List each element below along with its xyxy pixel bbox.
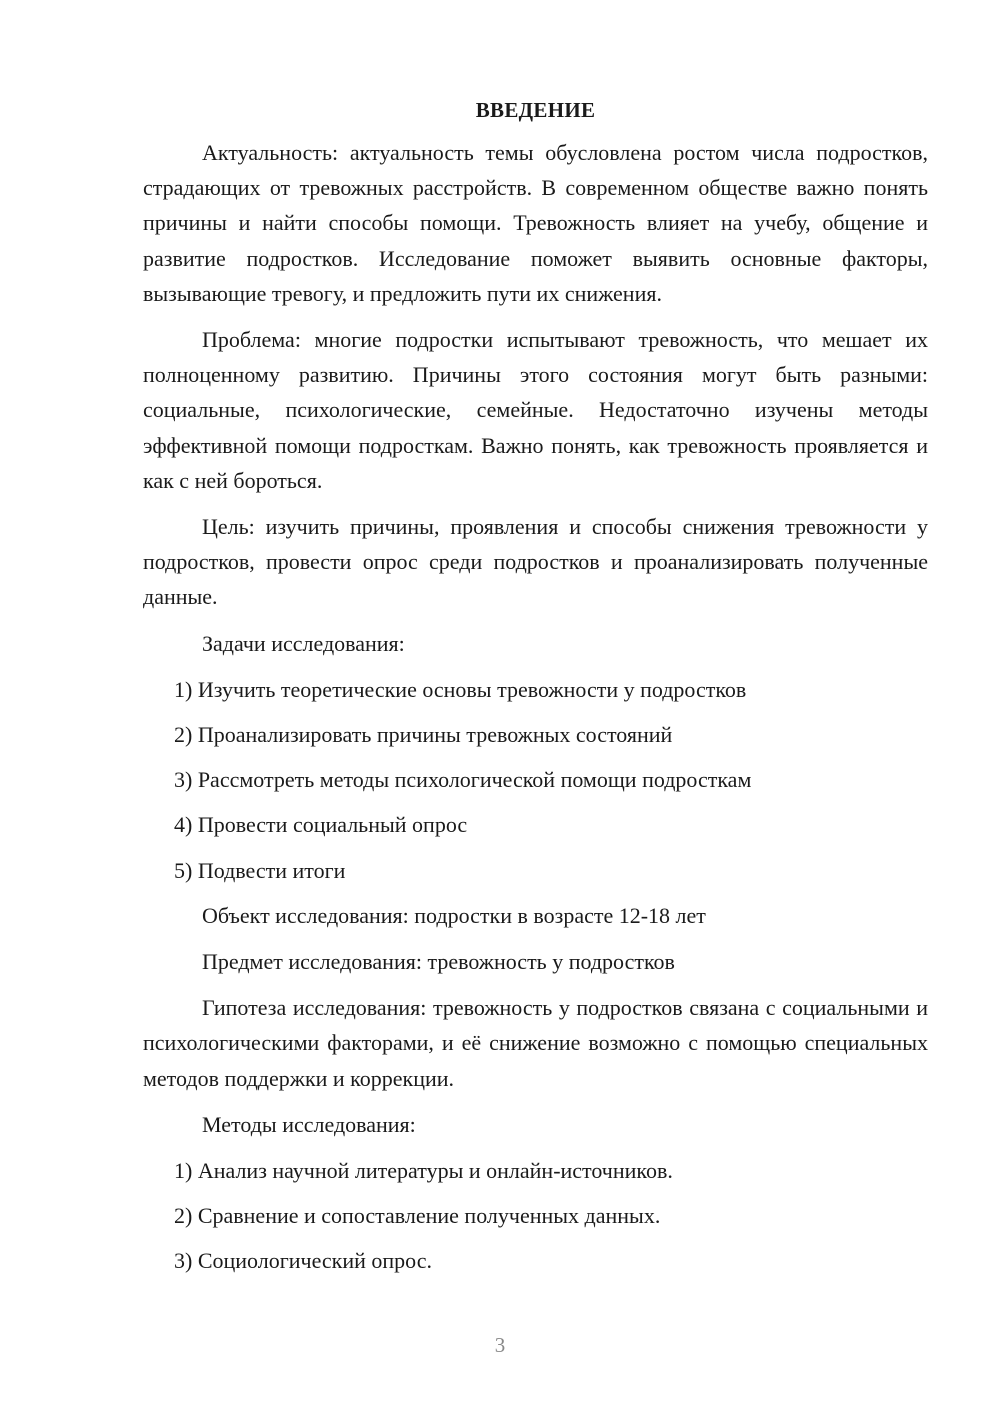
object-paragraph: Объект исследования: подростки в возрасте 12-18 лет [202,902,706,928]
list-item: 5) Подвести итоги [174,857,346,883]
page-number: 3 [494,1333,506,1357]
hypothesis-paragraph: Гипотеза исследования: тревожность у подростков связана с социальными и психологическими факторами, и её снижение возможно с помощью специальных методов поддержки и коррекции. [143,995,928,1091]
document-title: ВВЕДЕНИЕ [475,98,596,122]
list-item: 3) Рассмотреть методы психологической помощи подросткам [174,767,752,793]
methods-heading: Методы исследования: [202,1111,416,1137]
methods-list [143,1153,928,1279]
list-item: 1) Анализ научной литературы и онлайн-источников. [174,1158,673,1184]
tasks-list [143,672,928,888]
document-page [143,95,928,1289]
list-item: 4) Провести социальный опрос [174,812,468,838]
list-item: 2) Сравнение и сопоставление полученных данных. [174,1203,661,1229]
subject-paragraph: Предмет исследования: тревожность у подростков [202,949,675,975]
goal-paragraph: Цель: изучить причины, проявления и способы снижения тревожности у подростков, провести опрос среди подростков и проанализировать полученные данные. [143,514,928,610]
list-item: 3) Социологический опрос. [174,1248,432,1274]
list-item: 1) Изучить теоретические основы тревожности у подростков [174,676,747,702]
list-item: 2) Проанализировать причины тревожных состояний [174,722,673,748]
relevance-paragraph: Актуальность: актуальность темы обусловлена ростом числа подростков, страдающих от тревожных расстройств. В современном обществе важно понять причины и найти способы помощи. Тревожность влияет на учебу, общение и развитие подростков. Исследование поможет выявить основные факторы, вызывающие тревогу, и предложить пути их снижения. [143,140,928,306]
problem-paragraph: Проблема: многие подростки испытывают тревожность, что мешает их полноценному развитию. Причины этого состояния могут быть разными: социальные, психологические, семейные. Недостаточно изучены методы эффективной помощи подросткам. Важно понять, как тревожность проявляется и как с ней бороться. [143,327,928,493]
tasks-heading: Задачи исследования: [202,630,405,656]
